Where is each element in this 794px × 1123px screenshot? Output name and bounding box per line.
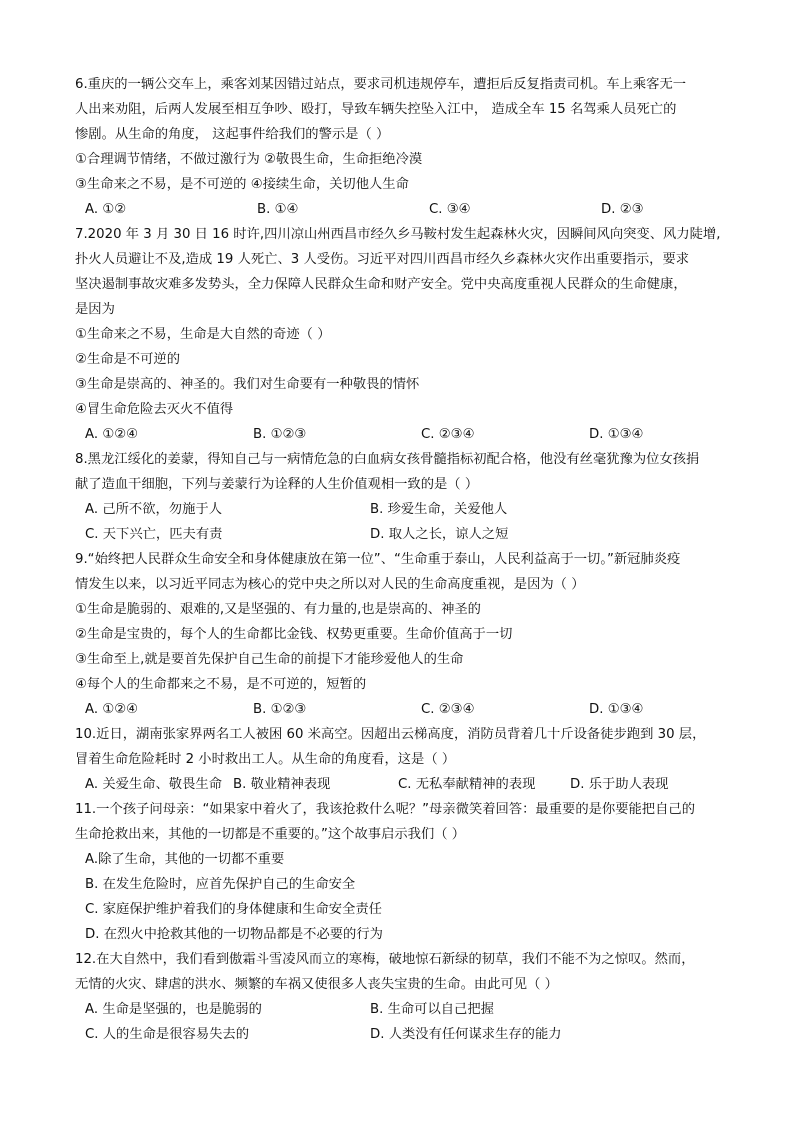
question-text: 献了造血干细胞，下列与姜蒙行为诠释的人生价值观相一致的是（ ） [75, 477, 479, 492]
option-a[interactable]: A. 生命是坚强的，也是脆弱的 [85, 1002, 262, 1017]
option-c[interactable]: C. ③④ [429, 202, 471, 217]
option-a[interactable]: A. 己所不欲，勿施于人 [85, 502, 222, 517]
question-6 [75, 72, 723, 222]
option-c[interactable]: C. 无私奉献精神的表现 [398, 777, 536, 792]
question-text: 11.一个孩子问母亲：“如果家中着火了，我该抢救什么呢？”母亲微笑着回答：最重要的是你要能把自己的 [75, 802, 695, 817]
options-row [75, 522, 723, 547]
question-text: 8.黑龙江绥化的姜蒙，得知自己与一病情危急的白血病女孩骨髓指标初配合格，他没有丝毫犹豫为位女孩捐 [75, 452, 700, 467]
option-d[interactable]: D. 在烈火中抢救其他的一切物品都是不必要的行为 [85, 927, 383, 942]
option-c[interactable]: C. 家庭保护维护着我们的身体健康和生命安全责任 [85, 902, 382, 917]
statement: ③生命来之不易，是不可逆的 ④接续生命，关切他人生命 [75, 177, 409, 192]
options-row [75, 422, 723, 447]
option-b[interactable]: B. ①④ [257, 202, 299, 217]
option-a[interactable]: A. ①② [85, 202, 127, 217]
question-text: 惨剧。从生命的角度， 这起事件给我们的警示是（ ） [75, 127, 390, 142]
option-d[interactable]: D. 乐于助人表现 [570, 777, 669, 792]
option-b[interactable]: B. 在发生危险时，应首先保护自己的生命安全 [85, 877, 356, 892]
question-text: 冒着生命危险耗时 2 小时救出工人。从生命的角度看，这是（ ） [75, 752, 456, 767]
options-row [75, 997, 723, 1022]
option-b[interactable]: B. 珍爱生命，关爱他人 [370, 502, 508, 517]
question-text: 无情的火灾、肆虐的洪水、频繁的车祸又使很多人丧失宝贵的生命。由此可见（ ） [75, 977, 558, 992]
statement: ②生命是不可逆的 [75, 352, 180, 367]
question-text: 生命抢救出来，其他的一切都是不重要的。”这个故事启示我们（ ） [75, 827, 466, 842]
option-c[interactable]: C. ②③④ [421, 702, 475, 717]
option-a[interactable]: A. 关爱生命、敬畏生命 [85, 777, 222, 792]
option-d[interactable]: D. ②③ [601, 202, 644, 217]
question-text: 人出来劝阻，后两人发展至相互争吵、殴打，导致车辆失控坠入江中， 造成全车 15 名驾乘人员死亡的 [75, 102, 677, 117]
option-b[interactable]: B. ①②③ [253, 702, 307, 717]
options-row [75, 772, 723, 797]
question-text: 是因为 [75, 302, 115, 317]
option-b[interactable]: B. 生命可以自己把握 [370, 1002, 494, 1017]
question-text: 12.在大自然中，我们看到傲霜斗雪凌风而立的寒梅，破地惊石新绿的韧草，我们不能不为之惊叹。然而， [75, 952, 695, 967]
option-b[interactable]: B. ①②③ [253, 427, 307, 442]
question-text: 9.“始终把人民群众生命安全和身体健康放在第一位”、“生命重于泰山，人民利益高于一切。”新冠肺炎疫 [75, 552, 681, 567]
option-a[interactable]: A. ①②④ [85, 702, 139, 717]
option-c[interactable]: C. 天下兴亡，匹夫有责 [85, 527, 223, 542]
statement: ①生命是脆弱的、艰难的,又是坚强的、有力量的,也是崇高的、神圣的 [75, 602, 481, 617]
option-c[interactable]: C. ②③④ [421, 427, 475, 442]
statement: ①合理调节情绪，不做过激行为 ②敬畏生命，生命拒绝冷漠 [75, 152, 423, 167]
options-row [75, 497, 723, 522]
option-c[interactable]: C. 人的生命是很容易失去的 [85, 1027, 250, 1042]
option-d[interactable]: D. ①③④ [589, 702, 644, 717]
option-d[interactable]: D. ①③④ [589, 427, 644, 442]
question-11 [75, 797, 723, 947]
question-text: 坚决遏制事故灾难多发势头，全力保障人民群众生命和财产安全。党中央高度重视人民群众的生命健康， [75, 277, 687, 292]
question-7 [75, 222, 723, 447]
statement: ①生命来之不易，生命是大自然的奇迹（ ） [75, 327, 331, 342]
statement: ④冒生命危险去灭火不值得 [75, 402, 234, 417]
question-text: 10.近日，湖南张家界两名工人被困 60 米高空。因超出云梯高度，消防员背着几十斤设备徒步跑到 30 层， [75, 727, 706, 742]
statement: ②生命是宝贵的，每个人的生命都比金钱、权势更重要。生命价值高于一切 [75, 627, 513, 642]
statement: ④每个人的生命都来之不易，是不可逆的，短暂的 [75, 677, 367, 692]
question-12 [75, 947, 723, 1047]
question-text: 6.重庆的一辆公交车上，乘客刘某因错过站点，要求司机违规停车，遭拒后反复指责司机。车上乘客无一 [75, 77, 687, 92]
options-row [75, 197, 723, 222]
statement: ③生命至上,就是要首先保护自己生命的前提下才能珍爱他人的生命 [75, 652, 464, 667]
options-row [75, 1022, 723, 1047]
question-text: 7.2020 年 3 月 30 日 16 时许,四川凉山州西昌市经久乡马鞍村发生起森林火灾，因瞬间风向突变、风力陡增, [75, 227, 721, 242]
option-d[interactable]: D. 取人之长，谅人之短 [370, 527, 509, 542]
option-b[interactable]: B. 敬业精神表现 [233, 777, 331, 792]
exam-page [75, 72, 723, 1047]
statement: ③生命是崇高的、神圣的。我们对生命要有一种敬畏的情怀 [75, 377, 420, 392]
question-9 [75, 547, 723, 722]
option-a[interactable]: A. ①②④ [85, 427, 139, 442]
question-8 [75, 447, 723, 547]
question-10 [75, 722, 723, 797]
option-a[interactable]: A.除了生命，其他的一切都不重要 [85, 852, 285, 867]
options-row [75, 697, 723, 722]
question-text: 扑火人员避让不及,造成 19 人死亡、3 人受伤。习近平对四川西昌市经久乡森林火灾作出重要指示，要求 [75, 252, 690, 267]
option-d[interactable]: D. 人类没有任何谋求生存的能力 [370, 1027, 562, 1042]
question-text: 情发生以来，以习近平同志为核心的党中央之所以对人民的生命高度重视，是因为（ ） [75, 577, 585, 592]
